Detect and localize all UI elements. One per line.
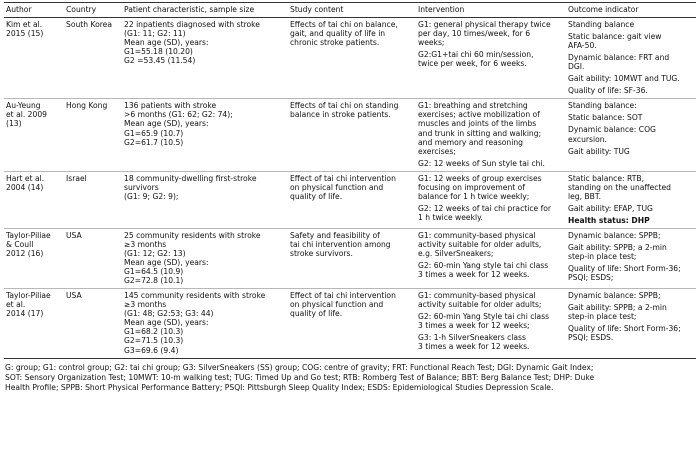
intervention-line: G1: community-based physical	[418, 291, 536, 301]
table-body	[4, 18, 696, 359]
header-patient: Patient characteristic, sample size	[122, 3, 288, 18]
intervention-line: 3 times a week for 12 weeks;	[418, 321, 530, 331]
intervention-line: G2: 60-min Yang style tai chi class	[418, 261, 549, 271]
intervention-line: muscles and joints of the limbs	[418, 119, 537, 129]
patient-line: 25 community residents with stroke	[124, 230, 261, 240]
intervention-line: G1: general physical therapy twice	[418, 20, 551, 30]
study-content-line: quality of life.	[290, 309, 343, 319]
header-study-content: Study content	[288, 3, 416, 18]
outcome-line: Dynamic balance: SPPB;	[568, 291, 661, 301]
patient-cell	[122, 289, 288, 358]
author-line: Au-Yeung	[6, 101, 41, 111]
intervention-line: 1 h twice weekly.	[418, 212, 483, 222]
footnote-line: G: group; G1: control group; G2: tai chi group; G3: SilverSneakers (SS) group; COG: centre of gravity; FRT: Functional Reach Test; DGI: Dynamic Gait Index;	[5, 362, 594, 372]
patient-line: G1=55.18 (10.20)	[124, 47, 193, 57]
intervention-cell	[416, 228, 566, 288]
outcome-line: Dynamic balance: FRT and	[568, 53, 670, 63]
table-row	[4, 228, 696, 288]
patient-line: G2=72.8 (10.1)	[124, 276, 184, 286]
author-line: et al.	[6, 300, 26, 310]
author-line: 2015 (15)	[6, 29, 44, 39]
table-row	[4, 171, 696, 228]
outcome-line: Quality of life: Short Form-36;	[568, 264, 681, 274]
outcome-line: Quality of life: Short Form-36;	[568, 324, 681, 334]
study-content-line: Effect of tai chi intervention	[290, 291, 396, 301]
intervention-line: activity suitable for older adults;	[418, 300, 542, 310]
country-cell	[64, 228, 122, 288]
author-line: 2014 (17)	[6, 309, 44, 319]
intervention-line: per day, 10 times/week, for 6	[418, 29, 531, 39]
table-row	[4, 18, 696, 99]
patient-line: G2=61.7 (10.5)	[124, 137, 184, 147]
intervention-line: G1: community-based physical	[418, 230, 536, 240]
patient-line: survivors	[124, 182, 159, 192]
intervention-line: e.g. SilverSneakers;	[418, 249, 494, 259]
country-cell	[64, 18, 122, 99]
patient-line: ≥3 months	[124, 300, 167, 310]
intervention-line: exercises; active mobilization of	[418, 110, 540, 120]
author-line: Taylor-Piliae	[6, 291, 51, 301]
country-line: South Korea	[66, 20, 113, 30]
intervention-line: balance for 1 h twice weekly;	[418, 191, 530, 201]
intervention-line: 3 times a week for 12 weeks.	[418, 270, 530, 280]
outcome-line: Gait ability: SPPB; a 2-min	[568, 242, 667, 252]
author-cell	[4, 18, 64, 99]
study-content-line: stroke survivors.	[290, 249, 353, 259]
patient-cell	[122, 18, 288, 99]
patient-line: 22 inpatients diagnosed with stroke	[124, 20, 260, 30]
outcome-line: Quality of life: SF-36.	[568, 86, 648, 96]
patient-line: G2=71.5 (10.3)	[124, 336, 184, 346]
country-line: Israel	[66, 173, 87, 183]
patient-line: G1=64.5 (10.9)	[124, 267, 184, 277]
intervention-line: 3 times a week for 12 weeks.	[418, 342, 530, 352]
author-cell	[4, 289, 64, 358]
author-line: Taylor-Piliae	[6, 230, 51, 240]
intervention-line: twice per week, for 6 weeks.	[418, 59, 527, 69]
header-author: Author	[4, 3, 64, 18]
patient-line: (G1: 9; G2: 9);	[124, 191, 179, 201]
intervention-line: exercises;	[418, 146, 456, 156]
study-content-line: quality of life.	[290, 191, 343, 201]
intervention-line: G2: 60-min Yang Style tai chi class	[418, 312, 550, 322]
patient-line: G2 =53.45 (11.54)	[124, 56, 196, 66]
patient-cell	[122, 171, 288, 228]
study-content-line: Safety and feasibility of	[290, 230, 380, 240]
outcome-line: Gait ability: 10MWT and TUG.	[568, 74, 680, 84]
intervention-line: G2: 12 weeks of tai chi practice for	[418, 203, 552, 213]
outcome-line: Gait ability: TUG	[568, 146, 630, 156]
header-intervention: Intervention	[416, 3, 566, 18]
country-line: USA	[66, 230, 82, 240]
study-content-cell	[288, 171, 416, 228]
table-row	[4, 99, 696, 171]
header-outcome: Outcome indicator	[566, 3, 696, 18]
patient-line: Mean age (SD), years:	[124, 318, 209, 328]
outcome-line: Standing balance	[568, 20, 635, 30]
author-line: 2012 (16)	[6, 249, 44, 259]
author-line: 2004 (14)	[6, 182, 44, 192]
outcome-line: Health status: DHP	[568, 215, 650, 225]
outcome-line: DGI.	[568, 62, 585, 72]
study-content-line: tai chi intervention among	[290, 239, 391, 249]
intervention-line: G2:G1+tai chi 60 min/session,	[418, 50, 534, 60]
outcome-cell	[566, 18, 696, 99]
document-page	[4, 2, 696, 393]
outcome-line: Static balance: gait view	[568, 32, 662, 42]
patient-line: (G1: 12; G2: 13)	[124, 249, 186, 259]
intervention-line: and trunk in sitting and walking;	[418, 128, 542, 138]
outcome-line: PSQI; ESDS.	[568, 333, 614, 343]
intervention-line: G3: 1-h SilverSneakers class	[418, 333, 526, 343]
intervention-line: weeks;	[418, 38, 445, 48]
patient-line: G1=65.9 (10.7)	[124, 128, 184, 138]
intervention-cell	[416, 289, 566, 358]
outcome-line: Static balance: RTB,	[568, 173, 644, 183]
outcome-cell	[566, 228, 696, 288]
study-content-line: on physical function and	[290, 300, 384, 310]
author-line: Hart et al.	[6, 173, 45, 183]
patient-line: Mean age (SD), years:	[124, 38, 209, 48]
footnote-line: Health Profile; SPPB: Short Physical Performance Battery; PSQI: Pittsburgh Sleep Quality Index; ESDS: Epidemiological Studies Depression Scale.	[5, 382, 554, 392]
intervention-line: G2: 12 weeks of Sun style tai chi.	[418, 158, 545, 168]
patient-cell	[122, 228, 288, 288]
patient-line: Mean age (SD), years:	[124, 119, 209, 129]
outcome-line: PSQI; ESDS;	[568, 273, 614, 283]
outcome-line: leg, BBT.	[568, 191, 601, 201]
author-line: et al. 2009	[6, 110, 47, 120]
outcome-line: Static balance: SOT	[568, 113, 643, 123]
outcome-line: Standing balance:	[568, 101, 637, 111]
outcome-line: Dynamic balance: SPPB;	[568, 230, 661, 240]
study-content-cell	[288, 289, 416, 358]
intervention-cell	[416, 18, 566, 99]
study-content-cell	[288, 228, 416, 288]
study-content-line: chronic stroke patients.	[290, 38, 380, 48]
patient-line: 145 community residents with stroke	[124, 291, 266, 301]
patient-line: G3=69.6 (9.4)	[124, 345, 179, 355]
intervention-line: and memory and reasoning	[418, 137, 523, 147]
author-line: Kim et al.	[6, 20, 43, 30]
study-content-line: balance in stroke patients.	[290, 110, 391, 120]
outcome-line: standing on the unaffected	[568, 182, 671, 192]
country-cell	[64, 289, 122, 358]
outcome-line: step-in place test;	[568, 252, 637, 262]
outcome-line: Dynamic balance: COG	[568, 125, 656, 135]
patient-line: (G1: 48; G2:53; G3: 44)	[124, 309, 214, 319]
patient-line: 136 patients with stroke	[124, 101, 217, 111]
outcome-line: excursion.	[568, 134, 607, 144]
table-footnote	[4, 363, 696, 393]
study-content-cell	[288, 99, 416, 171]
intervention-cell	[416, 99, 566, 171]
patient-line: G1=68.2 (10.3)	[124, 327, 184, 337]
patient-line: ≥3 months	[124, 239, 167, 249]
country-cell	[64, 171, 122, 228]
intervention-line: focusing on improvement of	[418, 182, 525, 192]
outcome-cell	[566, 99, 696, 171]
country-line: Hong Kong	[66, 101, 108, 111]
patient-cell	[122, 99, 288, 171]
study-table	[4, 2, 696, 359]
author-cell	[4, 99, 64, 171]
country-cell	[64, 99, 122, 171]
patient-line: 18 community-dwelling first-stroke	[124, 173, 257, 183]
intervention-line: G1: breathing and stretching	[418, 101, 528, 111]
patient-line: >6 months (G1: 62; G2: 74);	[124, 110, 233, 120]
footnote-line: SOT: Sensory Organization Test; 10MWT: 10-m walking test; TUG: Timed Up and Go test; RTB: Romberg Test of Balance; BBT: Berg Balance Test; DHP: Duke	[5, 372, 595, 382]
study-content-line: Effects of tai chi on standing	[290, 101, 399, 111]
patient-line: Mean age (SD), years:	[124, 258, 209, 268]
outcome-line: Gait ability: SPPB; a 2-min	[568, 303, 667, 313]
header-country: Country	[64, 3, 122, 18]
study-content-line: Effect of tai chi intervention	[290, 173, 396, 183]
author-cell	[4, 228, 64, 288]
outcome-line: step-in place test;	[568, 312, 637, 322]
table-row	[4, 289, 696, 358]
author-line: & Coull	[6, 239, 34, 249]
study-content-cell	[288, 18, 416, 99]
author-line: (13)	[6, 119, 22, 129]
country-line: USA	[66, 291, 82, 301]
outcome-line: AFA-50.	[568, 41, 597, 51]
study-content-line: on physical function and	[290, 182, 384, 192]
outcome-line: Gait ability: EFAP, TUG	[568, 203, 653, 213]
outcome-cell	[566, 171, 696, 228]
study-content-line: Effects of tai chi on balance,	[290, 20, 398, 30]
patient-line: (G1: 11; G2: 11)	[124, 29, 186, 39]
intervention-line: activity suitable for older adults,	[418, 239, 542, 249]
intervention-line: G1: 12 weeks of group exercises	[418, 173, 542, 183]
intervention-cell	[416, 171, 566, 228]
study-content-line: gait, and quality of life in	[290, 29, 386, 39]
author-cell	[4, 171, 64, 228]
header-row	[4, 3, 696, 18]
outcome-cell	[566, 289, 696, 358]
